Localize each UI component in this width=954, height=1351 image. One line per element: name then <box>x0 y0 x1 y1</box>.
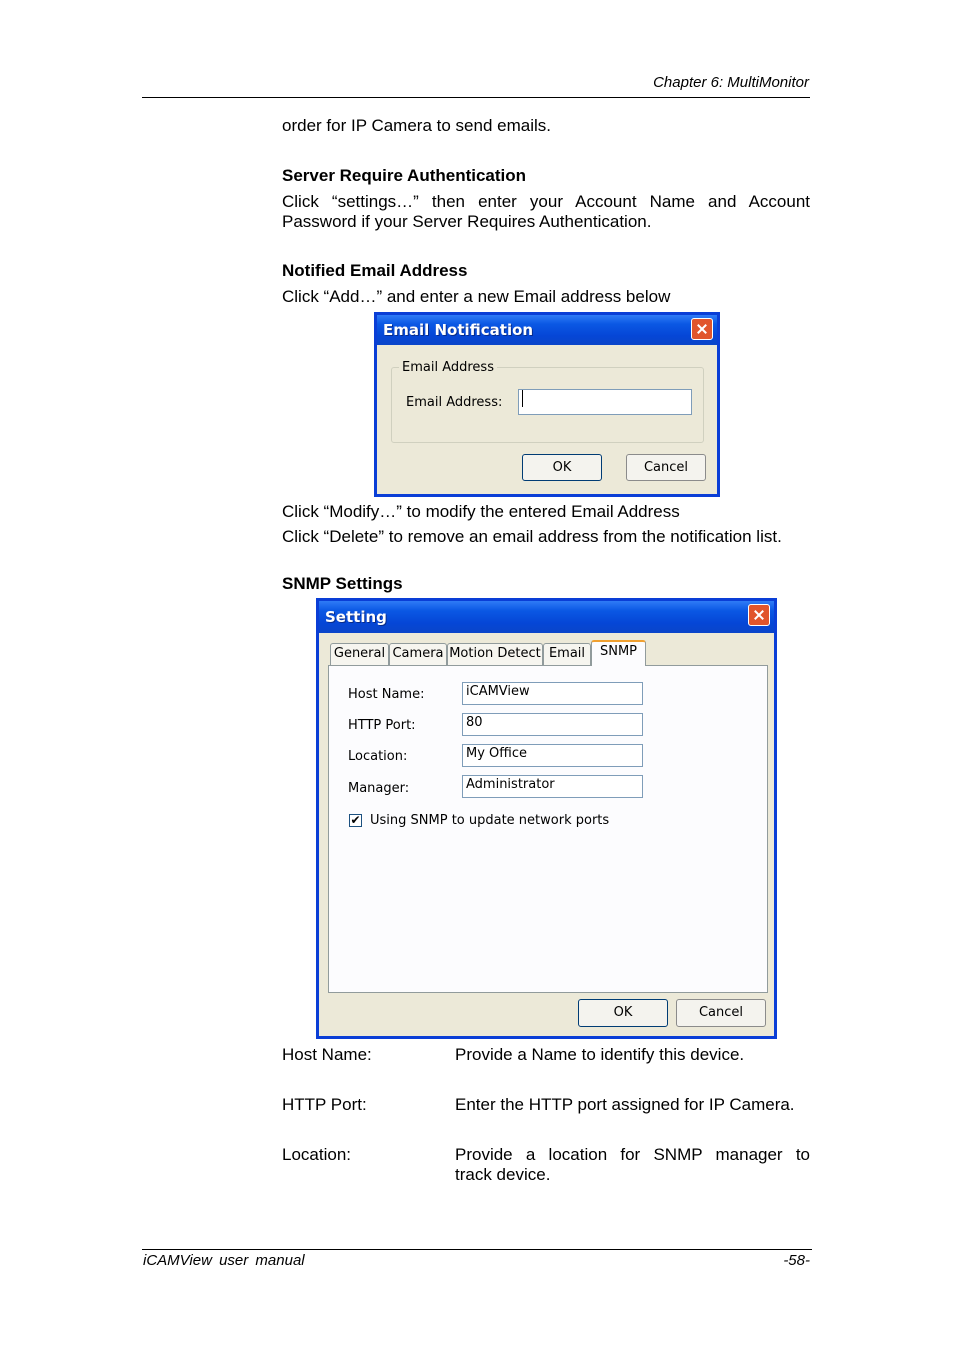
delete-instruction: Click “Delete” to remove an email address from the notification list. <box>282 527 782 546</box>
email-field-label: Email Address: <box>406 395 503 410</box>
tab-general[interactable]: General <box>330 643 389 665</box>
checkmark-icon: ✔ <box>350 813 361 827</box>
http-port-label: HTTP Port: <box>348 718 416 733</box>
email-address-input[interactable] <box>518 389 692 415</box>
definition-desc-location-line2: track device. <box>455 1165 551 1184</box>
snmp-heading: SNMP Settings <box>282 574 403 593</box>
email-instruction: Click “Add…” and enter a new Email address below <box>282 287 671 306</box>
auth-heading: Server Require Authentication <box>282 166 527 185</box>
email-notification-dialog <box>374 312 720 497</box>
auth-text-line2: Password if your Server Requires Authentication. <box>282 212 652 231</box>
definition-desc-http-port: Enter the HTTP port assigned for IP Camera. <box>455 1095 795 1114</box>
auth-text-line1: Click “settings…” then enter your Account Name and Account <box>282 192 810 211</box>
footer-divider <box>142 1249 812 1250</box>
close-icon[interactable] <box>691 318 713 340</box>
text-cursor <box>522 390 523 407</box>
ok-button[interactable]: OK <box>522 454 602 481</box>
email-group-label: Email Address <box>399 360 497 375</box>
manager-label: Manager: <box>348 781 410 796</box>
tab-camera[interactable]: Camera <box>389 643 447 665</box>
cancel-button[interactable]: Cancel <box>676 999 766 1027</box>
tab-email[interactable]: Email <box>543 643 591 665</box>
setting-dialog-title: Setting <box>325 608 387 626</box>
email-dialog-title: Email Notification <box>383 321 534 339</box>
location-label: Location: <box>348 749 408 764</box>
modify-instruction: Click “Modify…” to modify the entered Email Address <box>282 502 680 521</box>
setting-dialog <box>316 598 777 1039</box>
host-name-label: Host Name: <box>348 687 425 702</box>
definition-term-http-port: HTTP Port: <box>282 1095 367 1114</box>
footer-manual-title: iCAMView user manual <box>143 1252 305 1269</box>
tab-motion-detect[interactable]: Motion Detect <box>447 643 543 665</box>
header-divider <box>142 97 810 98</box>
setting-dialog-titlebar <box>319 601 774 633</box>
intro-text: order for IP Camera to send emails. <box>282 116 551 135</box>
manager-input[interactable]: Administrator <box>462 775 643 798</box>
http-port-input[interactable]: 80 <box>462 713 643 736</box>
location-input[interactable]: My Office <box>462 744 643 767</box>
email-heading: Notified Email Address <box>282 261 468 280</box>
close-icon[interactable] <box>748 604 770 626</box>
definition-desc-location-line1: Provide a location for SNMP manager to <box>455 1145 810 1164</box>
definition-term-host-name: Host Name: <box>282 1045 372 1064</box>
snmp-checkbox-label: Using SNMP to update network ports <box>370 813 610 828</box>
definition-desc-host-name: Provide a Name to identify this device. <box>455 1045 745 1064</box>
definition-term-location: Location: <box>282 1145 351 1164</box>
email-dialog-titlebar <box>377 315 717 345</box>
snmp-tab-panel <box>328 665 768 993</box>
tab-snmp[interactable]: SNMP <box>591 640 646 666</box>
page-number: -58- <box>783 1252 810 1269</box>
host-name-input[interactable]: iCAMView <box>462 682 643 705</box>
chapter-header: Chapter 6: MultiMonitor <box>653 74 809 91</box>
snmp-checkbox[interactable] <box>349 814 362 827</box>
ok-button[interactable]: OK <box>578 999 668 1027</box>
cancel-button[interactable]: Cancel <box>626 454 706 481</box>
